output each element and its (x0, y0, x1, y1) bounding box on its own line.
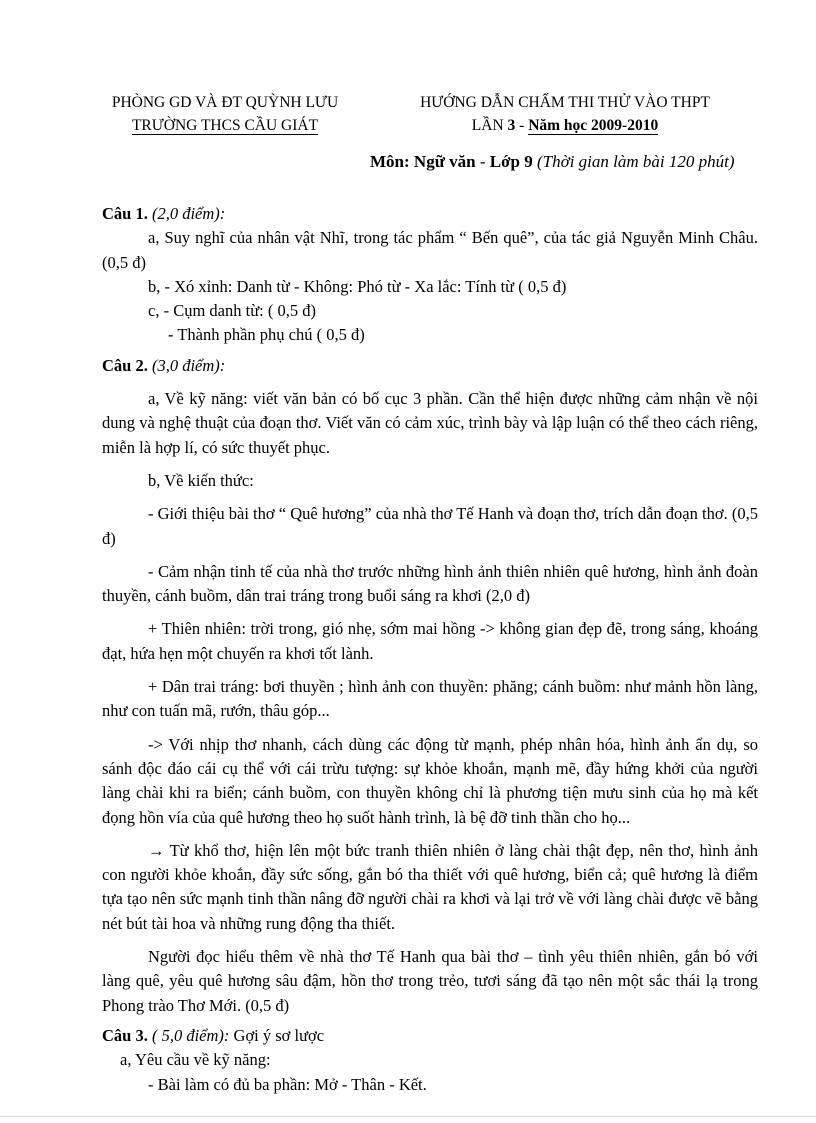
school-name: TRƯỜNG THCS CẦU GIÁT (131, 117, 319, 134)
exam-title: HƯỚNG DẪN CHẤM THI THỬ VÀO THPT (420, 94, 710, 111)
question-2-b4: + Dân trai tráng: bơi thuyền ; hình ảnh con thuyền: phăng; cánh buồm: như mảnh hồn làng, như con tuấn mã, rướn, thâu góp... (102, 677, 758, 721)
question-1-c1: c, - Cụm danh từ: ( 0,5 đ) (148, 301, 316, 321)
round-dash: - (515, 117, 529, 134)
question-3-points: ( 5,0 điểm): (147, 1025, 230, 1045)
school-header (90, 91, 360, 137)
question-2-title: Câu 2. (102, 355, 148, 375)
question-1-heading (102, 202, 758, 226)
question-2-b1: - Giới thiệu bài thơ “ Quê hương” của nhà thơ Tế Hanh và đoạn thơ, trích dẫn đoạn thơ. (0,5 đ) (102, 504, 758, 548)
question-1-a: a, Suy nghĩ của nhân vật Nhĩ, trong tác phẩm “ Bến quê”, của tác giả Nguyễn Minh Châu. (0,5 đ) (102, 228, 758, 272)
question-1-title: Câu 1. (102, 204, 148, 223)
question-1-b: b, - Xó xỉnh: Danh từ - Không: Phó từ - Xa lắc: Tính từ ( 0,5 đ) (148, 276, 567, 296)
question-2-points: (3,0 điểm): (147, 355, 226, 375)
question-2-b6-text: Từ khổ thơ, hiện lên một bức tranh thiên nhiên ở làng chài thật đẹp, nên thơ, hình ảnh con người khỏe khoắn, đầy sức sống, gắn bó tha thiết với quê hương, biển cả; quê hương là điểm tựa tạo nên sức mạnh tinh thần nâng đỡ người chài ra khơi và lại trở về với làng chài được vẽ bằng nét bút tài hoa và những rung động tha thiết. (102, 840, 758, 933)
question-3-heading (102, 1024, 758, 1048)
time-label: (Thời gian làm bài 120 phút) (532, 152, 735, 171)
question-3-hint: Gợi ý sơ lược (229, 1025, 325, 1045)
question-3-title: Câu 3. (102, 1025, 148, 1045)
question-2-b3: + Thiên nhiên: trời trong, gió nhẹ, sớm mai hồng -> không gian đẹp đẽ, trong sáng, khoáng đạt, hứa hẹn một chuyến ra khơi tốt lành. (102, 619, 758, 663)
round-label: LẦN (471, 117, 508, 134)
subject-dash: - (475, 152, 490, 171)
grade-label: Lớp 9 (489, 152, 533, 171)
department-name: PHÒNG GD VÀ ĐT QUỲNH LƯU (111, 94, 339, 111)
question-2-b: b, Về kiến thức: (148, 470, 254, 490)
question-2-b6 (102, 839, 758, 936)
answer-key-body (102, 202, 758, 1097)
question-2-b5: -> Với nhịp thơ nhanh, cách dùng các động từ mạnh, phép nhân hóa, hình ảnh ẩn dụ, so sánh độc đáo cái cụ thể với cái trừu tượng: sự khỏe khoắn, mạnh mẽ, đầy hứng khởi của người làng chài khi ra biển; cánh buồm, con thuyền không chỉ là phương tiện mưu sinh của họ mà kết đọng hồn vía của quê hương theo họ suốt hành trình, là bệ đỡ tinh thần cho họ... (102, 734, 758, 827)
question-2-a: a, Về kỹ năng: viết văn bản có bố cục 3 phần. Cần thể hiện được những cảm nhận về nội dung và nghệ thuật của đoạn thơ. Viết văn có cảm xúc, trình bày và lập luận có thể theo cách riêng, miễn là hợp lí, có sức thuyết phục. (102, 389, 758, 457)
round-number: 3 (507, 117, 516, 134)
page-bottom-divider (0, 1116, 816, 1117)
subject-label: Môn: Ngữ văn (370, 152, 476, 171)
question-1-c2: - Thành phần phụ chú ( 0,5 đ) (168, 325, 365, 345)
exam-header (380, 91, 750, 137)
question-1-points: (2,0 điểm): (147, 204, 226, 223)
question-2-heading (102, 354, 758, 378)
conclusion-arrow-icon: → (148, 840, 165, 860)
question-3-a1: - Bài làm có đủ ba phần: Mở - Thân - Kết. (148, 1074, 427, 1094)
exam-round (380, 114, 750, 137)
question-2-b2: - Cảm nhận tinh tế của nhà thơ trước những hình ảnh thiên nhiên quê hương, hình ảnh đoàn thuyền, cánh buồm, dân trai tráng trong buổi sáng ra khơi (2,0 đ) (102, 561, 758, 606)
school-year: Năm học 2009-2010 (528, 117, 659, 134)
question-3-a: a, Yêu cầu về kỹ năng: (120, 1050, 271, 1070)
subject-line (370, 152, 735, 172)
question-2-b7: Người đọc hiểu thêm về nhà thơ Tế Hanh qua bài thơ – tình yêu thiên nhiên, gắn bó với làng quê, yêu quê hương sâu đậm, hồn thơ trong trẻo, tươi sáng đã tạo nên một sắc thái lạ trong Phong trào Thơ Mới. (0,5 đ) (102, 947, 758, 1015)
